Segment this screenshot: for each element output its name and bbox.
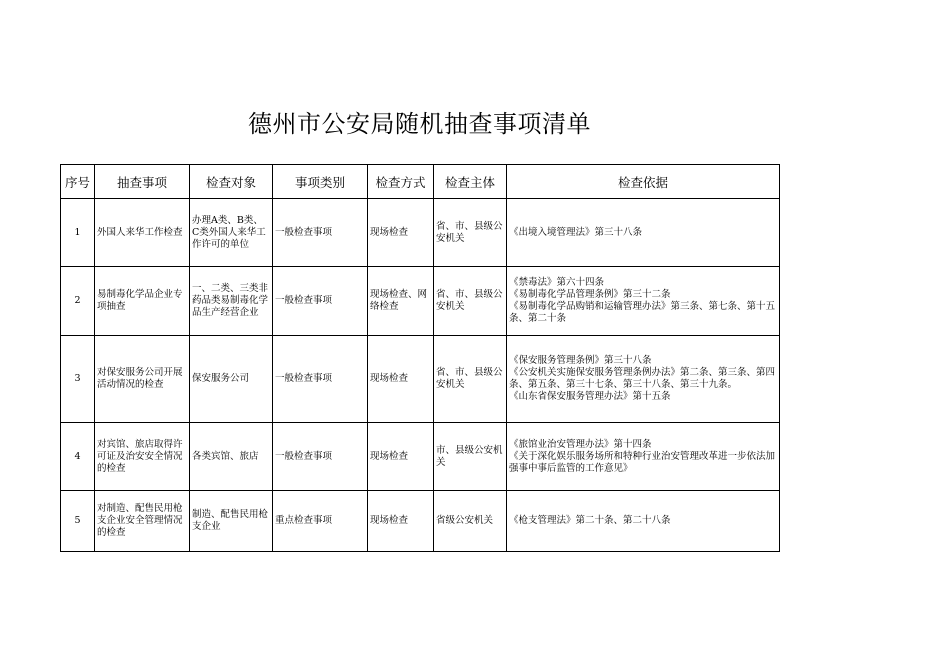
cell-target: 办理A类、B类、C类外国人来华工作许可的单位 xyxy=(190,199,273,267)
cell-target: 一、二类、三类非药品类易制毒化学品生产经营企业 xyxy=(190,267,273,336)
header-basis: 检查依据 xyxy=(507,165,780,199)
cell-no: 4 xyxy=(61,423,95,491)
cell-method: 现场检查 xyxy=(368,199,434,267)
header-subject: 检查主体 xyxy=(434,165,507,199)
header-item: 抽查事项 xyxy=(95,165,190,199)
cell-method: 现场检查 xyxy=(368,491,434,552)
document-title: 德州市公安局随机抽查事项清单 xyxy=(248,110,591,138)
cell-subject: 市、县级公安机关 xyxy=(434,423,507,491)
cell-category: 重点检查事项 xyxy=(273,491,368,552)
header-target: 检查对象 xyxy=(190,165,273,199)
cell-no: 5 xyxy=(61,491,95,552)
cell-target: 制造、配售民用枪支企业 xyxy=(190,491,273,552)
header-category: 事项类别 xyxy=(273,165,368,199)
cell-no: 3 xyxy=(61,336,95,423)
cell-basis: 《枪支管理法》第二十条、第二十八条 xyxy=(507,491,780,552)
cell-no: 1 xyxy=(61,199,95,267)
header-method: 检查方式 xyxy=(368,165,434,199)
inspection-table xyxy=(60,164,780,552)
cell-method: 现场检查、网络检查 xyxy=(368,267,434,336)
cell-item: 对保安服务公司开展活动情况的检查 xyxy=(95,336,190,423)
cell-item: 外国人来华工作检查 xyxy=(95,199,190,267)
cell-subject: 省级公安机关 xyxy=(434,491,507,552)
cell-category: 一般检查事项 xyxy=(273,336,368,423)
cell-category: 一般检查事项 xyxy=(273,199,368,267)
cell-item: 对制造、配售民用枪支企业安全管理情况的检查 xyxy=(95,491,190,552)
cell-item: 易制毒化学品企业专项抽查 xyxy=(95,267,190,336)
header-row xyxy=(61,165,780,199)
cell-method: 现场检查 xyxy=(368,423,434,491)
cell-subject: 省、市、县级公安机关 xyxy=(434,336,507,423)
table-row xyxy=(61,491,780,552)
table-row xyxy=(61,267,780,336)
cell-subject: 省、市、县级公安机关 xyxy=(434,267,507,336)
table-row xyxy=(61,199,780,267)
cell-target: 各类宾馆、旅店 xyxy=(190,423,273,491)
table-row xyxy=(61,336,780,423)
cell-subject: 省、市、县级公安机关 xyxy=(434,199,507,267)
cell-category: 一般检查事项 xyxy=(273,267,368,336)
cell-method: 现场检查 xyxy=(368,336,434,423)
cell-basis: 《出境入境管理法》第三十八条 xyxy=(507,199,780,267)
cell-category: 一般检查事项 xyxy=(273,423,368,491)
cell-item: 对宾馆、旅店取得许可证及治安安全情况的检查 xyxy=(95,423,190,491)
header-no: 序号 xyxy=(61,165,95,199)
cell-basis: 《保安服务管理条例》第三十八条 《公安机关实施保安服务管理条例办法》第二条、第三条、第四条、第五条、第三十七条、第三十八条、第三十九条。 《山东省保安服务管理办法》第十五条 xyxy=(507,336,780,423)
cell-basis: 《旅馆业治安管理办法》第十四条 《关于深化娱乐服务场所和特种行业治安管理改革进一步依法加强事中事后监管的工作意见》 xyxy=(507,423,780,491)
cell-target: 保安服务公司 xyxy=(190,336,273,423)
cell-basis: 《禁毒法》第六十四条 《易制毒化学品管理条例》第三十二条 《易制毒化学品购销和运输管理办法》第三条、第七条、第十五条、第二十条 xyxy=(507,267,780,336)
table-row xyxy=(61,423,780,491)
cell-no: 2 xyxy=(61,267,95,336)
